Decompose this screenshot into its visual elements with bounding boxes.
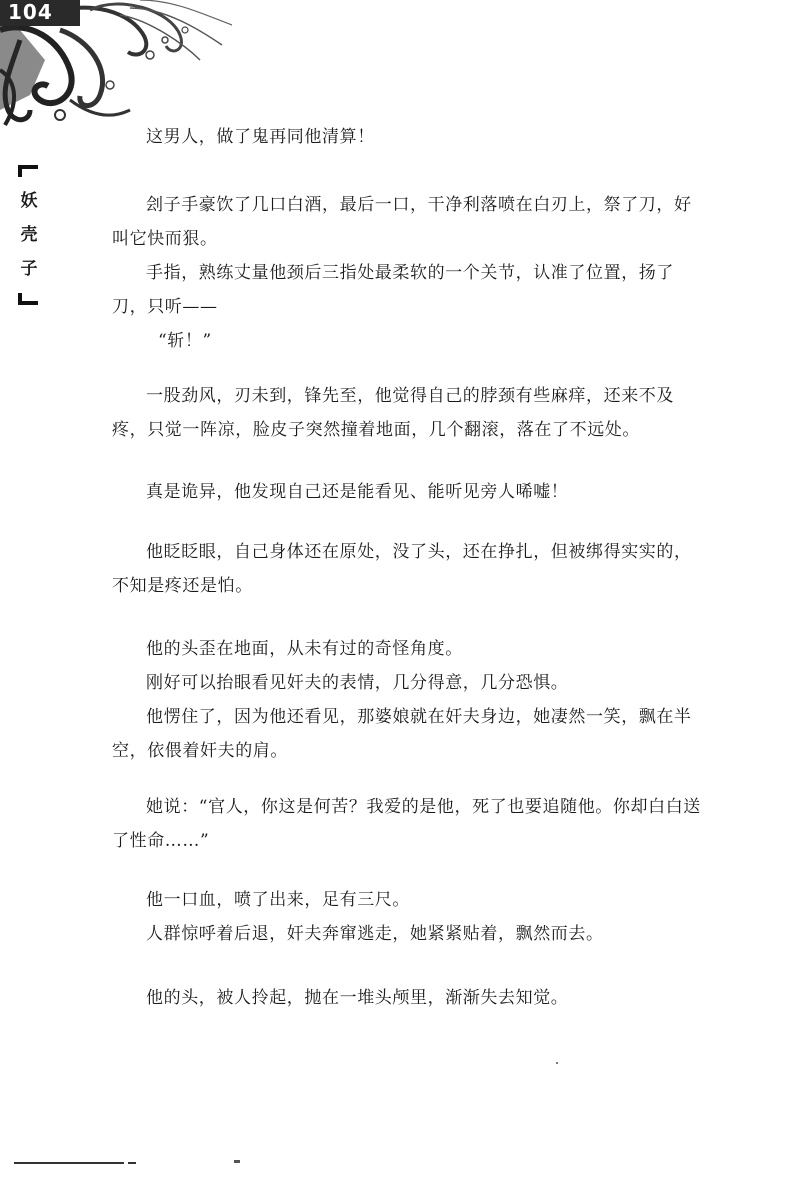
side-title-char: 子	[20, 259, 38, 279]
title-bracket-bottom	[18, 293, 38, 305]
paragraph: 刽子手豪饮了几口白酒，最后一口，干净利落喷在白刃上，祭了刀，好叫它快而狠。	[112, 195, 692, 249]
paragraph-group	[112, 790, 704, 858]
paragraph: 他一口血，喷了出来，足有三尺。	[146, 890, 410, 910]
page-number: 104	[8, 0, 53, 24]
paragraph-group	[112, 535, 704, 603]
paragraph: “斩！”	[158, 331, 212, 351]
paragraph: 人群惊呼着后退，奸夫奔窜逃走，她紧紧贴着，飘然而去。	[146, 924, 604, 944]
side-title-char: 壳	[20, 225, 38, 245]
side-title-char: 妖	[20, 191, 38, 211]
paragraph-group	[112, 120, 704, 154]
paragraph: 他的头歪在地面，从未有过的奇怪角度。	[146, 639, 463, 659]
scan-artifact	[556, 1062, 558, 1064]
paragraph-group	[112, 188, 704, 358]
paragraph-group	[112, 632, 704, 768]
paragraph-group	[112, 981, 704, 1015]
paragraph: 这男人，做了鬼再同他清算！	[146, 127, 375, 147]
paragraph: 他眨眨眼，自己身体还在原处，没了头，还在挣扎，但被绑得实实的，不知是疼还是怕。	[112, 542, 692, 596]
paragraph: 他的头，被人拎起，抛在一堆头颅里，渐渐失去知觉。	[146, 988, 569, 1008]
paragraph-group	[112, 379, 704, 447]
paragraph: 一股劲风，刃未到，锋先至，他觉得自己的脖颈有些麻痒，还来不及疼，只觉一阵凉，脸皮子突然撞着地面，几个翻滚，落在了不远处。	[112, 386, 674, 440]
paragraph: 手指，熟练丈量他颈后三指处最柔软的一个关节，认准了位置，扬了刀，只听——	[112, 263, 674, 317]
side-book-title	[12, 165, 46, 305]
paragraph: 她说：“官人，你这是何苦？我爱的是他，死了也要追随他。你却白白送了性命……”	[112, 797, 701, 851]
title-bracket-top	[18, 165, 38, 177]
footer-mark	[234, 1160, 240, 1163]
paragraph-group	[112, 883, 704, 951]
paragraph: 刚好可以抬眼看见奸夫的表情，几分得意，几分恐惧。	[146, 673, 569, 693]
paragraph: 真是诡异，他发现自己还是能看见、能听见旁人唏嘘！	[146, 482, 569, 502]
paragraph: 他愣住了，因为他还看见，那婆娘就在奸夫身边，她凄然一笑，飘在半空，依偎着奸夫的肩。	[112, 707, 692, 761]
paragraph-group	[112, 475, 704, 509]
footer-rule	[14, 1162, 124, 1168]
